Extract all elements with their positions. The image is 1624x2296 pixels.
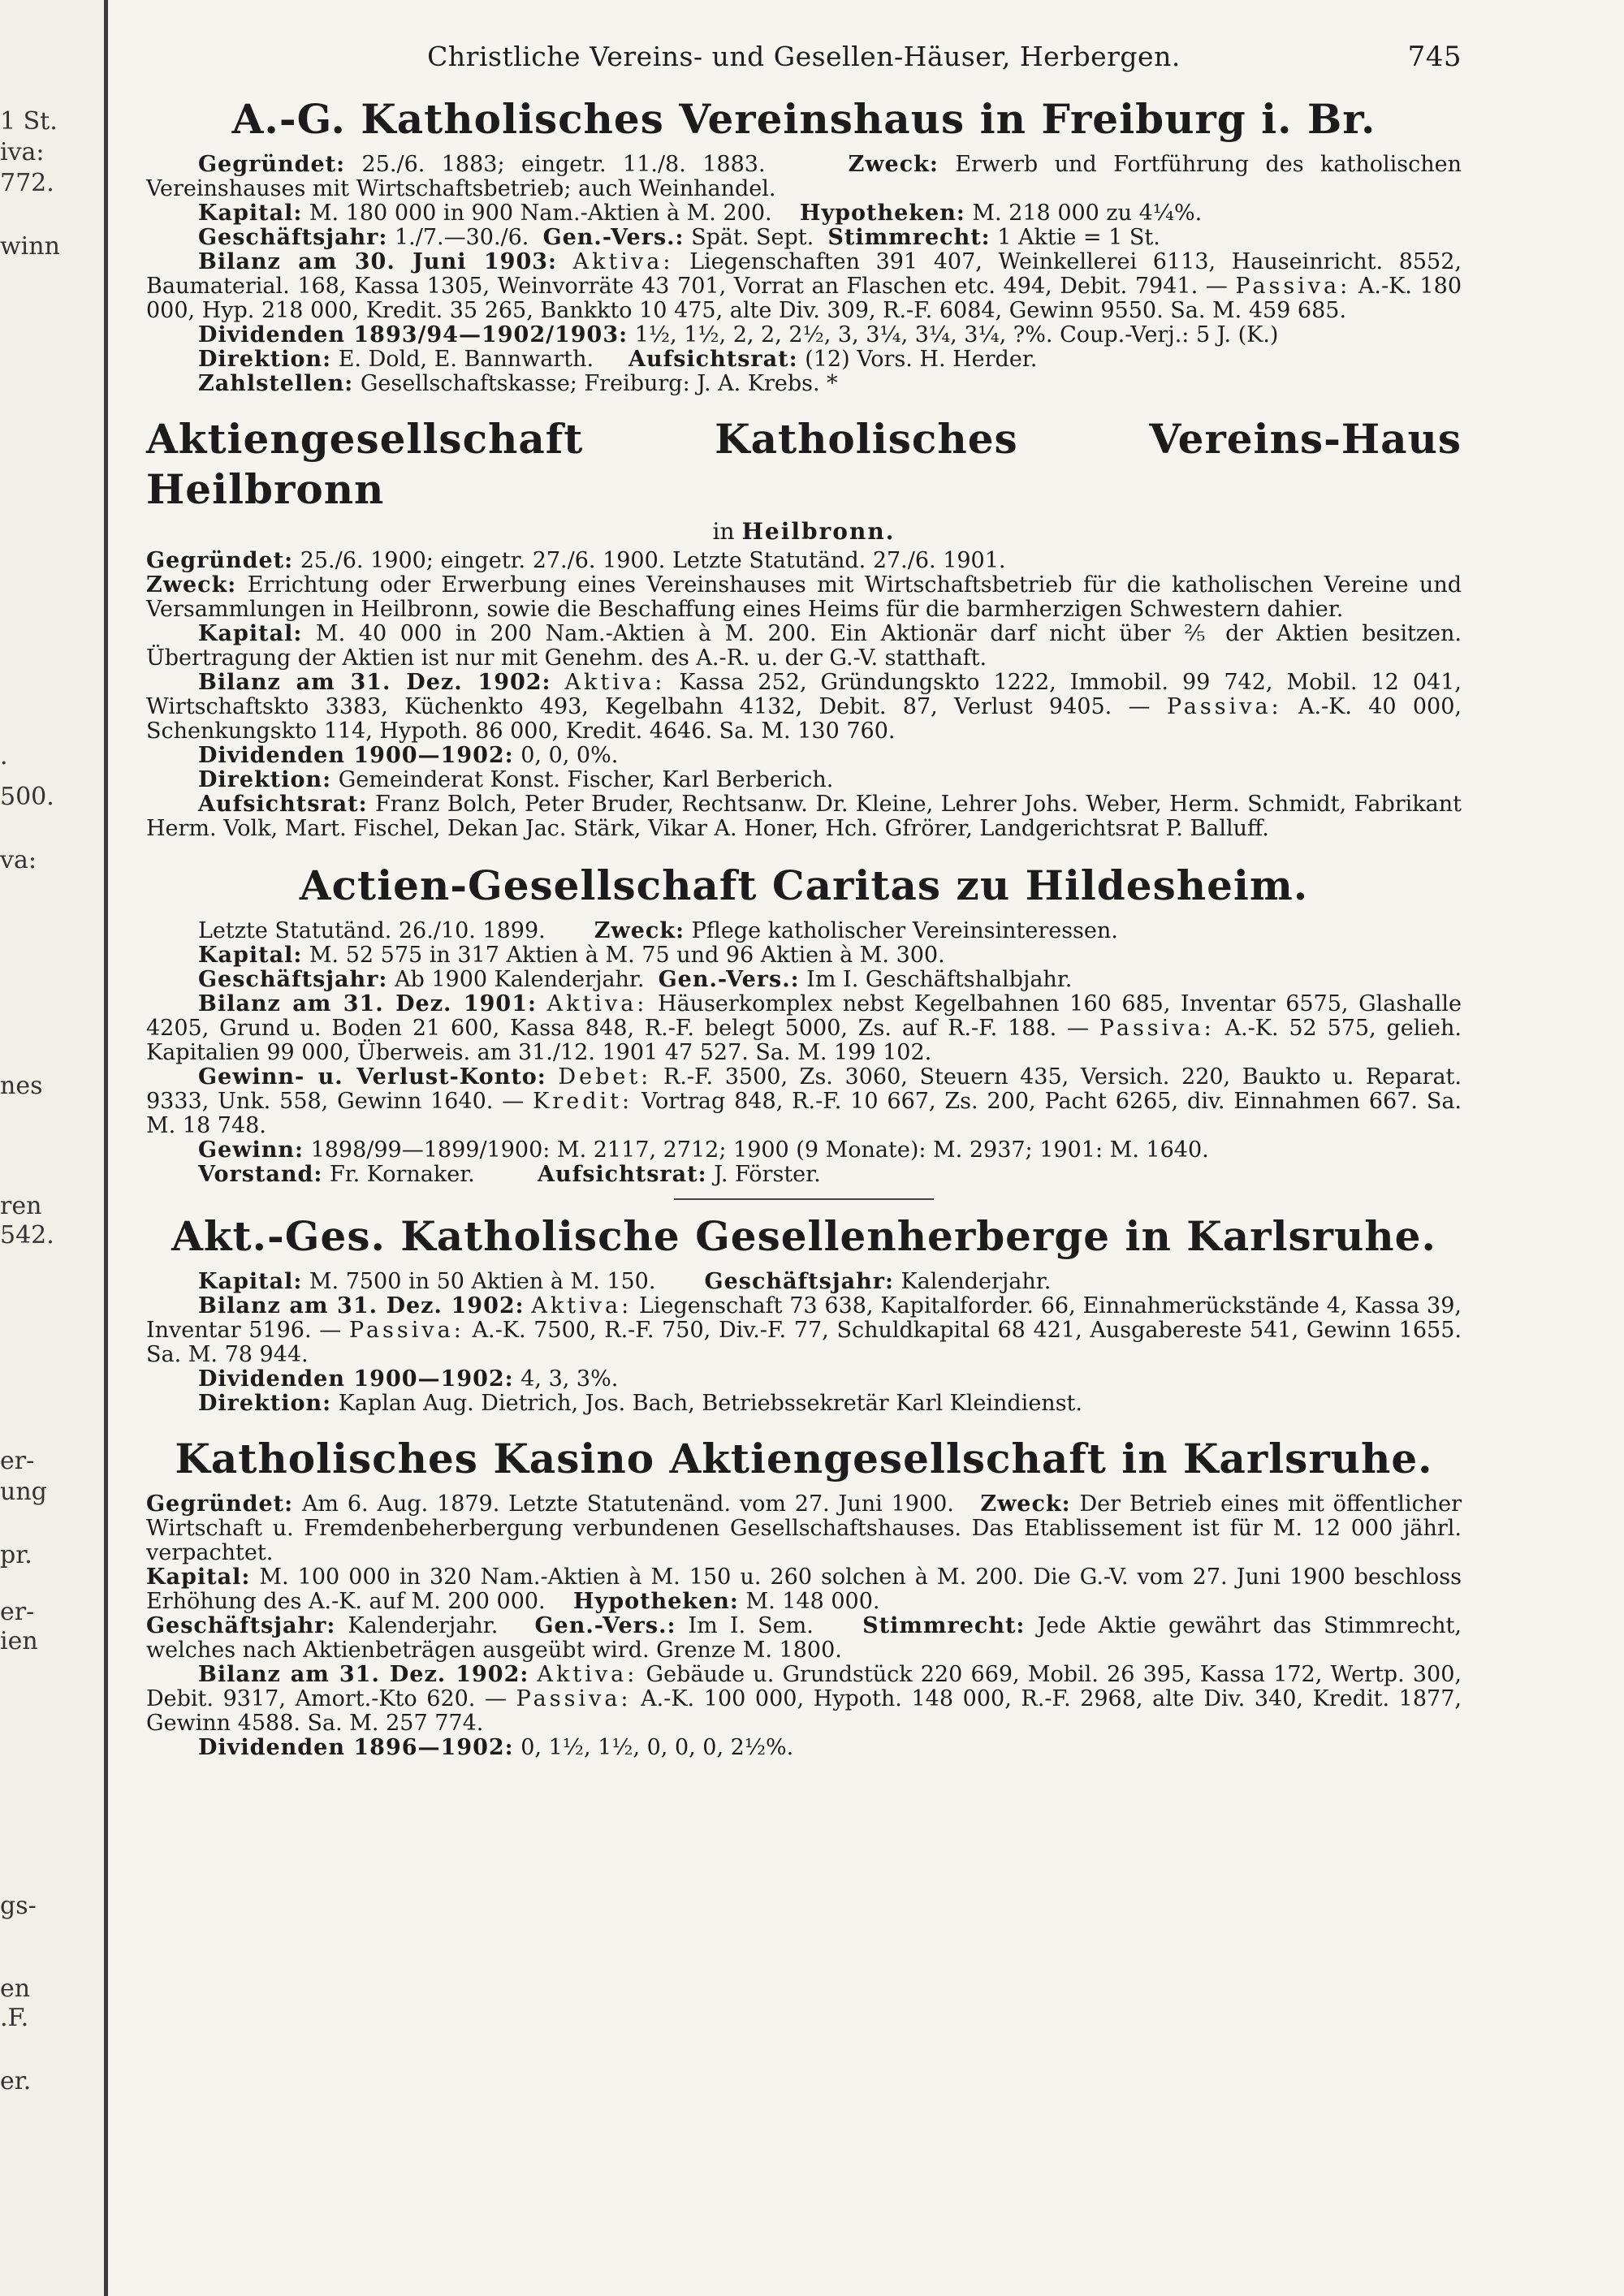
running-header [146, 32, 1462, 81]
margin-fragment: . [0, 742, 8, 770]
margin-fragment: er. [0, 2067, 32, 2095]
capital-line: Kapital: M. 100 000 in 320 Nam.-Aktien à M. 150 u. 260 solchen à M. 200. Die G.-V. vom 27. Juni 1900 beschloss Erhöhung des A.-K. auf M. 200 000. Hypotheken: M. 148 000. [146, 1564, 1462, 1614]
balance-sheet: Bilanz am 31. Dez. 1902: Aktiva: Liegenschaft 73 638, Kapitalforder. 66, Einnahmerückstände 4, Kassa 39, Inventar 5196. — Passiva: A.-K. 7500, R.-F. 750, Div.-F. 77, Schuldkapital 68 421, Ausgabereste 541, Gewinn 1655. Sa. M. 78 944. [146, 1293, 1462, 1367]
company-entry-freiburg [146, 94, 1462, 396]
capital-line: Kapital: M. 180 000 in 900 Nam.-Aktien à M. 200. Hypotheken: M. 218 000 zu 4¼%. [198, 201, 1203, 226]
board-line: Vorstand: Fr. Kornaker. Aufsichtsrat: J. Förster. [198, 1162, 821, 1187]
capital-line: Kapital: M. 52 575 in 317 Aktien à M. 75 und 96 Aktien à M. 300. [198, 943, 945, 968]
company-entry-karlsruhe-kasino [146, 1434, 1462, 1760]
fiscal-line: Geschäftsjahr: 1./7.—30./6. Gen.-Vers.: Spät. Sept. Stimmrecht: 1 Aktie = 1 St. [198, 225, 1160, 250]
company-location: in Heilbronn. [712, 518, 896, 545]
capital-line: Kapital: M. 7500 in 50 Aktien à M. 150. Geschäftsjahr: Kalenderjahr. [198, 1269, 1052, 1294]
margin-fragment: 542. [0, 1221, 54, 1249]
paying-agents-line: Zahlstellen: Gesellschaftskasse; Freiburg: J. A. Krebs. * [198, 371, 838, 396]
balance-sheet: Bilanz am 31. Dez. 1901: Aktiva: Häuserkomplex nebst Kegelbahnen 160 685, Inventar 6575, Glashalle 4205, Grund u. Boden 21 600, Kassa 848, R.-F. belegt 5000, Zs. auf R.-F. 188. — Passiva: A.-K. 52 575, gelieh. Kapitalien 99 000, Überweis. am 31./12. 1901 47 527. Sa. M. 199 102. [146, 991, 1462, 1065]
margin-fragment: 500. [0, 783, 54, 811]
margin-fragment: .F. [0, 2004, 29, 2032]
entry-body [146, 549, 1462, 841]
company-entry-hildesheim [146, 861, 1462, 1200]
management-line: Direktion: E. Dold, E. Bannwarth. Aufsichtsrat: (12) Vors. H. Herder. [198, 347, 1038, 372]
entry-body [146, 1270, 1462, 1416]
founding-line: Gegründet: Am 6. Aug. 1879. Letzte Statutenänd. vom 27. Juni 1900. Zweck: Der Betrieb eines mit öffentlicher Wirtschaft u. Fremdenbeherbergung verbundenen Gesellschaftshauses. Das Etablissement ist für M. 12 000 jährl. verpachtet. [146, 1491, 1462, 1565]
company-title: Katholisches Kasino Aktiengesellschaft in Karlsruhe. [175, 1435, 1433, 1482]
margin-fragment: 1 St. [0, 107, 58, 136]
margin-fragment: er- [0, 1447, 35, 1475]
management-line: Direktion: Kaplan Aug. Dietrich, Jos. Bach, Betriebssekretär Karl Kleindienst. [198, 1391, 1082, 1416]
founding-line: Gegründet: 25./6. 1900; eingetr. 27./6. 1900. Letzte Statutänd. 27./6. 1901. [146, 548, 1006, 573]
entry-body [146, 1492, 1462, 1760]
profit-loss-account: Gewinn- u. Verlust-Konto: Debet: R.-F. 3500, Zs. 3060, Steuern 435, Versich. 220, Baukto u. Reparat. 9333, Unk. 558, Gewinn 1640. — Kredit: Vortrag 848, R.-F. 10 667, Zs. 200, Pacht 6265, div. Einnahmen 667. Sa. M. 18 748. [146, 1064, 1462, 1138]
margin-fragment: en [0, 1974, 31, 2003]
capital-line: Kapital: M. 40 000 in 200 Nam.-Aktien à M. 200. Ein Aktionär darf nicht über ⅖ der Aktien besitzen. Übertragung der Aktien ist nur mit Genehm. des A.-R. u. der G.-V. statthaft. [146, 621, 1462, 671]
margin-fragment: nes [0, 1072, 43, 1100]
statute-line: Letzte Statutänd. 26./10. 1899. Zweck: Pflege katholischer Vereinsinteressen. [198, 918, 1118, 943]
dividends-line: Dividenden 1900—1902: 0, 0, 0%. [198, 743, 619, 768]
margin-fragment: er- [0, 1598, 35, 1626]
company-title: A.-G. Katholisches Vereinshaus in Freiburg i. Br. [231, 95, 1376, 143]
fiscal-line: Geschäftsjahr: Ab 1900 Kalenderjahr. Gen.-Vers.: Im I. Geschäftshalbjahr. [198, 967, 1073, 992]
running-title: Christliche Vereins- und Gesellen-Häuser, Herbergen. [427, 41, 1181, 72]
balance-sheet: Bilanz am 31. Dez. 1902: Aktiva: Kassa 252, Gründungskto 1222, Immobil. 99 742, Mobil. 12 041, Wirtschaftskto 3383, Küchenkto 493, Kegelbahn 4132, Debit. 87, Verlust 9405. — Passiva: A.-K. 40 000, Schenkungskto 114, Hypoth. 86 000, Kredit. 4646. Sa. M. 130 760. [146, 670, 1462, 744]
dividends-line: Dividenden 1900—1902: 4, 3, 3%. [198, 1366, 619, 1392]
company-title: Aktiengesellschaft Katholisches Vereins-Haus Heilbronn [146, 415, 1462, 513]
balance-sheet: Bilanz am 31. Dez. 1902: Aktiva: Gebäude u. Grundstück 220 669, Mobil. 26 395, Kassa 172, Wertp. 300, Debit. 9317, Amort.-Kto 620. — Passiva: A.-K. 100 000, Hypoth. 148 000, R.-F. 2968, alte Div. 340, Kredit. 1877, Gewinn 4588. Sa. M. 257 774. [146, 1662, 1462, 1736]
management-line: Direktion: Gemeinderat Konst. Fischer, Karl Berberich. [198, 767, 834, 792]
margin-fragment: gs- [0, 1892, 37, 1920]
entry-body [146, 919, 1462, 1187]
company-title: Actien-Gesellschaft Caritas zu Hildesheim. [299, 861, 1309, 909]
company-entry-heilbronn [146, 414, 1462, 841]
profit-line: Gewinn: 1898/99—1899/1900: M. 2117, 2712; 1900 (9 Monate): M. 2937; 1901: M. 1640. [198, 1137, 1209, 1163]
founding-line: Gegründet: 25./6. 1883; eingetr. 11./8. 1883. Zweck: Erwerb und Fortführung des katholischen Vereinshauses mit Wirtschaftsbetrieb; auch Weinhandel. [146, 152, 1462, 201]
margin-fragment: winn [0, 232, 60, 261]
purpose-line: Zweck: Errichtung oder Erwerbung eines Vereinshauses mit Wirtschaftsbetrieb für die katholischen Vereine und Versammlungen in Heilbronn, sowie die Beschaffung eines Heims für die barmherzigen Schwestern dahier. [146, 572, 1462, 622]
section-divider [674, 1198, 934, 1200]
company-title: Akt.-Ges. Katholische Gesellenherberge in Karlsruhe. [171, 1212, 1436, 1260]
page-number: 745 [1407, 41, 1462, 73]
dividends-line: Dividenden 1896—1902: 0, 1½, 1½, 0, 0, 0, 2½%. [198, 1735, 794, 1760]
balance-sheet: Bilanz am 30. Juni 1903: Aktiva: Liegenschaften 391 407, Weinkellerei 6113, Hauseinricht. 8552, Baumaterial. 168, Kassa 1305, Weinvorräte 43 701, Vorrat an Flaschen etc. 494, Debit. 7941. — Passiva: A.-K. 180 000, Hyp. 218 000, Kredit. 35 265, Bankkto 10 475, alte Div. 309, R.-F. 6084, Gewinn 9550. Sa. M. 459 685. [146, 249, 1462, 323]
margin-fragment: pr. [0, 1541, 32, 1569]
margin-fragment: iva: [0, 138, 45, 166]
margin-fragment: ien [0, 1627, 38, 1655]
margin-fragment: ung [0, 1478, 47, 1506]
document-page [146, 32, 1462, 1760]
supervisory-board-line: Aufsichtsrat: Franz Bolch, Peter Bruder, Rechtsanw. Dr. Kleine, Lehrer Johs. Weber, Herm. Schmidt, Fabrikant Herm. Volk, Mart. Fischel, Dekan Jac. Stärk, Vikar A. Honer, Hch. Gfrörer, Landgerichtsrat P. Balluff. [146, 792, 1462, 841]
company-entry-karlsruhe-herberge [146, 1211, 1462, 1416]
entry-body [146, 153, 1462, 396]
margin-fragment: 772. [0, 169, 54, 197]
margin-fragment: ren [0, 1192, 42, 1220]
left-margin-fragments [0, 0, 108, 2296]
margin-fragment: va: [0, 846, 37, 874]
fiscal-line: Geschäftsjahr: Kalenderjahr. Gen.-Vers.: Im I. Sem. Stimmrecht: Jede Aktie gewährt das Stimmrecht, welches nach Aktienbeträgen ausgeübt wird. Grenze M. 1800. [146, 1613, 1462, 1663]
dividends-line: Dividenden 1893/94—1902/1903: 1½, 1½, 2, 2, 2½, 3, 3¼, 3¼, 3¼, ?%. Coup.-Verj.: 5 J. (K.) [198, 322, 1279, 347]
